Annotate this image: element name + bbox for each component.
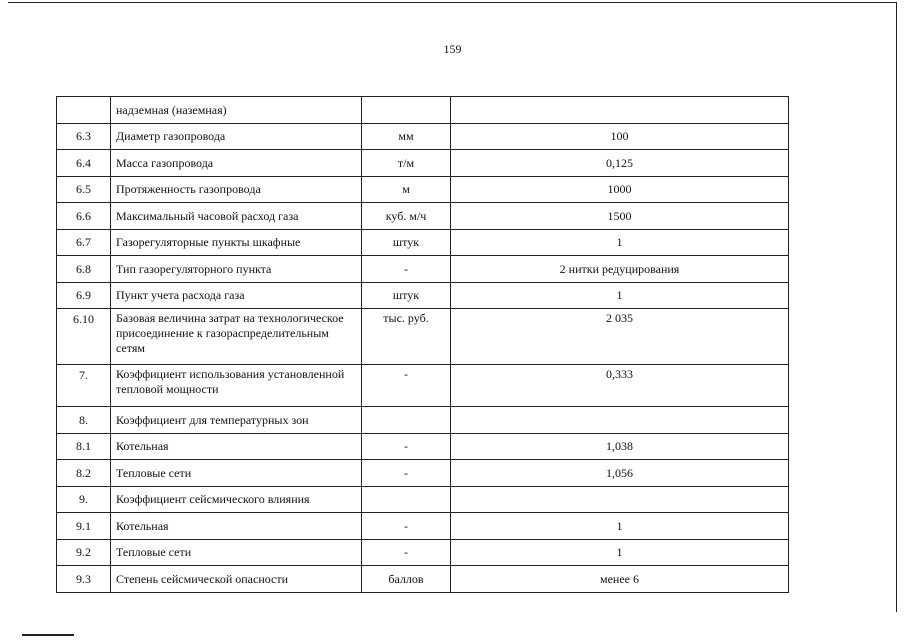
row-value: 2 035 bbox=[451, 309, 789, 365]
row-name: Тепловые сети bbox=[111, 460, 362, 487]
table-row bbox=[57, 309, 789, 365]
table-row bbox=[57, 203, 789, 230]
row-unit: м bbox=[362, 177, 451, 203]
row-number: 9.3 bbox=[57, 566, 111, 593]
row-name: Масса газопровода bbox=[111, 150, 362, 177]
page-number: 159 bbox=[443, 42, 462, 56]
row-value: 1,056 bbox=[451, 460, 789, 487]
row-unit bbox=[362, 487, 451, 513]
table-row bbox=[57, 230, 789, 256]
row-number: 6.5 bbox=[57, 177, 111, 203]
row-name: Пункт учета расхода газа bbox=[111, 283, 362, 309]
row-unit: - bbox=[362, 513, 451, 540]
row-name: Тип газорегуляторного пункта bbox=[111, 256, 362, 283]
page-frame-top-border bbox=[8, 2, 896, 3]
row-number: 8. bbox=[57, 407, 111, 434]
row-unit: мм bbox=[362, 124, 451, 150]
row-unit: баллов bbox=[362, 566, 451, 593]
table-row bbox=[57, 407, 789, 434]
row-unit: - bbox=[362, 434, 451, 460]
row-number: 8.1 bbox=[57, 434, 111, 460]
row-number: 6.4 bbox=[57, 150, 111, 177]
row-unit: тыс. руб. bbox=[362, 309, 451, 365]
table-row bbox=[57, 150, 789, 177]
row-number bbox=[57, 97, 111, 124]
row-number: 9.2 bbox=[57, 540, 111, 566]
table-row bbox=[57, 460, 789, 487]
row-unit: - bbox=[362, 365, 451, 407]
table-row bbox=[57, 124, 789, 150]
row-name: Коэффициент сейсмического влияния bbox=[111, 487, 362, 513]
row-unit: штук bbox=[362, 283, 451, 309]
row-name: Газорегуляторные пункты шкафные bbox=[111, 230, 362, 256]
row-unit: куб. м/ч bbox=[362, 203, 451, 230]
row-value: 1 bbox=[451, 540, 789, 566]
row-value: менее 6 bbox=[451, 566, 789, 593]
row-name: Тепловые сети bbox=[111, 540, 362, 566]
row-value: 1000 bbox=[451, 177, 789, 203]
table-row bbox=[57, 513, 789, 540]
table-row bbox=[57, 365, 789, 407]
page-frame-bottom-mark bbox=[22, 634, 74, 636]
row-number: 6.3 bbox=[57, 124, 111, 150]
row-number: 6.6 bbox=[57, 203, 111, 230]
row-name: Базовая величина затрат на технологическое присоединение к газораспределительным сетям bbox=[111, 309, 362, 365]
row-number: 6.7 bbox=[57, 230, 111, 256]
row-name: Коэффициент использования установленной тепловой мощности bbox=[111, 365, 362, 407]
table-row bbox=[57, 97, 789, 124]
table-row bbox=[57, 434, 789, 460]
row-name: Протяженность газопровода bbox=[111, 177, 362, 203]
row-value bbox=[451, 487, 789, 513]
parameters-table bbox=[56, 96, 789, 593]
row-name: надземная (наземная) bbox=[111, 97, 362, 124]
row-value bbox=[451, 97, 789, 124]
row-number: 9. bbox=[57, 487, 111, 513]
row-value: 2 нитки редуцирования bbox=[451, 256, 789, 283]
row-number: 9.1 bbox=[57, 513, 111, 540]
row-number: 7. bbox=[57, 365, 111, 407]
row-name: Степень сейсмической опасности bbox=[111, 566, 362, 593]
table-row bbox=[57, 566, 789, 593]
row-unit bbox=[362, 97, 451, 124]
row-value: 0,333 bbox=[451, 365, 789, 407]
row-number: 6.8 bbox=[57, 256, 111, 283]
row-value: 1500 bbox=[451, 203, 789, 230]
row-value: 100 bbox=[451, 124, 789, 150]
row-name: Котельная bbox=[111, 434, 362, 460]
row-name: Диаметр газопровода bbox=[111, 124, 362, 150]
row-name: Максимальный часовой расход газа bbox=[111, 203, 362, 230]
row-value: 0,125 bbox=[451, 150, 789, 177]
row-value bbox=[451, 407, 789, 434]
row-unit: - bbox=[362, 460, 451, 487]
table-row bbox=[57, 487, 789, 513]
row-number: 6.9 bbox=[57, 283, 111, 309]
row-unit: т/м bbox=[362, 150, 451, 177]
row-value: 1 bbox=[451, 230, 789, 256]
table-row bbox=[57, 177, 789, 203]
row-name: Коэффициент для температурных зон bbox=[111, 407, 362, 434]
row-unit bbox=[362, 407, 451, 434]
row-unit: - bbox=[362, 256, 451, 283]
row-number: 8.2 bbox=[57, 460, 111, 487]
table-row bbox=[57, 283, 789, 309]
row-value: 1 bbox=[451, 513, 789, 540]
page-frame-right-border bbox=[896, 2, 897, 612]
row-name: Котельная bbox=[111, 513, 362, 540]
row-value: 1,038 bbox=[451, 434, 789, 460]
table-row bbox=[57, 540, 789, 566]
row-unit: - bbox=[362, 540, 451, 566]
row-number: 6.10 bbox=[57, 309, 111, 365]
row-value: 1 bbox=[451, 283, 789, 309]
row-unit: штук bbox=[362, 230, 451, 256]
table-row bbox=[57, 256, 789, 283]
